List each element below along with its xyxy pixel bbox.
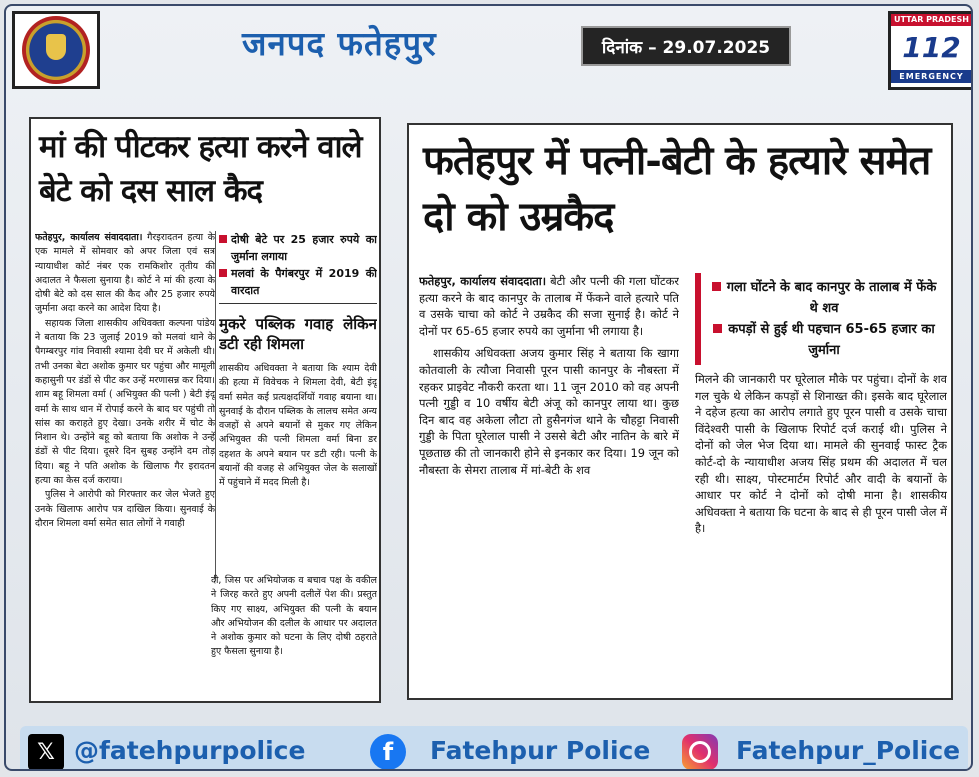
date-badge: दिनांक – 29.07.2025 <box>581 26 791 66</box>
clipping-2-byline: फतेहपुर, कार्यालय संवाददाता। <box>419 274 547 288</box>
clipping-2-para-3: मिलने की जानकारी पर घूरेलाल मौके पर पहुंचा। दोनों के शव गल चुके थे लेकिन कपड़ों से शिनाख्त की। इसके बाद घूरेलाल ने दहेज हत्या का आरोप लगाते हुए पूरन पासी व उसके चाचा विंदेश्वरी पासी के खिलाफ रिपोर्ट दर्ज कराई थी। पुलिस ने दोनों को जेल भेज दिया था। मामले की सुनवाई फास्ट ट्रैक कोर्ट-दो के न्यायाधीश अजय सिंह प्रथम की अदालत में चल रही थी। साक्ष्य, पोस्टमार्टम रिपोर्ट और वादी के बयानों के आधार पर कोर्ट ने दोनों को दोषी माना है। शासकीय अधिवक्ता ने बताया कि घटना के बाद से ही पूरन पासी जेल में है। <box>695 372 947 536</box>
news-clipping-1 <box>29 117 381 703</box>
clipping-2-highlights <box>695 273 947 365</box>
clipping-2-column-left <box>419 273 679 698</box>
clipping-2-para-2: शासकीय अधिवक्ता अजय कुमार सिंह ने बताया कि खागा कोतवाली के त्यौजा निवासी पूरन पासी कानपुर के नौबस्ता में रहकर प्राइवेट नौकरी करता था। 11 जून 2010 को वह अपनी पत्नी गुड्डी व 10 वर्षीय बेटी अंजू को कानपुर लाया था। कुछ दिन बाद वह अकेला लौटा तो हुसैनगंज थाने के चौहट्टा निवासी गुड्डी के पिता घूरेलाल पासी ने उससे बेटी और नातिन के बारे में पूछताछ की तो जानकारी होने से इनकार कर दिया। 19 जून को नौबस्ता के सेमरा तालाब में मां-बेटी के शव <box>419 346 679 477</box>
clipping-1-para-3: पुलिस ने आरोपी को गिरफ्तार कर जेल भेजते हुए उनके खिलाफ आरोप पत्र दाखिल किया। सुनवाई के दौरान शिमला वर्मा समेत सात लोगों ने गवाही <box>35 489 215 529</box>
facebook-link[interactable]: Fatehpur Police <box>430 736 651 765</box>
clipping-1-byline: फतेहपुर, कार्यालय संवाददाता। <box>35 232 143 243</box>
clipping-1-para-4: शासकीय अधिवक्ता ने बताया कि श्याम देवी की हत्या में विवेचक ने शिमला देवी, बेटी इंदू वर्मा समेत कई प्रत्यक्षदर्शियों गवाह बयाना था। सुनवाई के दौरान पब्लिक के लालच समेत अन्य वजहों से अपने बयानों से मुकर गए लेकिन अभियुक्त की पत्नी शिमला वर्मा बिना डर दहशत के अपने बयान पर डटी रही। पत्नी के बयानों की वजह से अभियुक्त जेल के सलाखों में पहुंचाने में मदद मिली है। <box>219 363 377 489</box>
page-frame <box>4 4 973 771</box>
clipping-2-para-1: बेटी और पत्नी की गला घोंटकर हत्या करने के बाद कानपुर के तालाब में फेंकने वाले हत्यारे पति व उसके चाचा को कोर्ट ने उम्रकैद की सजा सुनाई है। कोर्ट ने दोनों पर 65-65 हजार रुपये का जुर्माना भी लगाया है। <box>419 274 679 338</box>
clipping-1-highlights <box>219 231 377 304</box>
clipping-1-bullet-2: मलवां के पैगंबरपुर में 2019 की वारदात <box>219 265 377 299</box>
instagram-icon[interactable] <box>682 734 718 770</box>
police-emblem-icon <box>22 16 90 84</box>
news-clipping-2 <box>407 123 953 700</box>
clipping-1-para-2: सहायक जिला शासकीय अधिवक्ता कल्पना पांडेय ने बताया कि 23 जुलाई 2019 को मलवां थाने के पैगम्बरपुर गांव निवासी श्यामा देवी घर में अकेली थी। तभी उनका बेटा अशोक कुमार घर पहुंचा और मामूली कहासुनी पर डंडों से पीट कर उन्हें मरणासन्न कर दिया। शाम बहू शिमला वर्मा ( अभियुक्त की पत्नी ) बेटी इंदू वर्मा के साथ धान में रोपाई करने के बाद घर पहुंची तो सांस का कराहते हुए देखा। उनके शरीर में चोट के निशान थे। उन्होंने बहू को बताया कि अशोक ने उन्हें डंडों से पीट दिया। दूसरे दिन सुबह उन्होंने दम तोड़ दिया। बहू ने पति अशोक के खिलाफ गैर इरादतन हत्या का केस दर्ज कराया। <box>35 317 215 487</box>
facebook-icon[interactable]: f <box>370 734 406 770</box>
clipping-2-bullet-2: कपड़ों से हुई थी पहचान 65-65 हजार का जुर्माना <box>707 319 941 361</box>
clipping-1-headline: मां की पीटकर हत्या करने वाले बेटे को दस साल कैद <box>39 129 362 209</box>
clipping-1-para-5: दी, जिस पर अभियोजक व बचाव पक्ष के वकील ने जिरह करते हुए अपनी दलीलें पेश की। प्रस्तुत किए गए साक्ष्य, अभियुक्त की पत्नी के बयान और अभियोजन की दलील के आधार पर अदालत ने अशोक कुमार को घटना के लिए दोषी ठहराते हुए फैसला सुनाया है। <box>211 575 377 658</box>
social-footer <box>20 726 968 771</box>
emergency-state-label: UTTAR PRADESH <box>891 14 972 26</box>
instagram-link[interactable]: Fatehpur_Police <box>736 736 961 765</box>
clipping-2-bullet-1: गला घोंटने के बाद कानपुर के तालाब में फेंके थे शव <box>707 277 941 319</box>
clipping-1-para-1: गैरइरादतन हत्या के एक मामले में सोमवार को अपर जिला एवं सत्र न्यायाधीश कोर्ट नंबर एक रामकिशोर तृतीय की अदालत ने फैसला सुनाया है। कोर्ट ने मां की हत्या के दोषी बेटे को दस साल की कैद और 25 हजार रुपये जुर्माना अदा करने का आदेश दिया है। <box>35 232 215 315</box>
clipping-1-bullet-1: दोषी बेटे पर 25 हजार रुपये का जुर्माना लगाया <box>219 231 377 265</box>
clipping-1-column-left <box>35 231 215 701</box>
emergency-112-logo <box>888 11 973 90</box>
emergency-label: EMERGENCY <box>891 70 972 83</box>
page-title: जनपद फतेहपुर <box>242 24 437 63</box>
up-police-logo <box>12 11 100 89</box>
clipping-1-subheading: मुकरे पब्लिक गवाह लेकिन डटी रही शिमला <box>219 315 377 353</box>
column-divider <box>215 231 216 581</box>
emergency-number: 112 <box>902 31 961 64</box>
x-handle-link[interactable]: @fatehpurpolice <box>74 736 306 765</box>
x-twitter-icon[interactable]: 𝕏 <box>28 734 64 770</box>
clipping-2-headline: फतेहपुर में पत्नी-बेटी के हत्यारे समेत दो को उम्रकैद <box>423 137 931 240</box>
clipping-2-column-right <box>695 273 947 698</box>
